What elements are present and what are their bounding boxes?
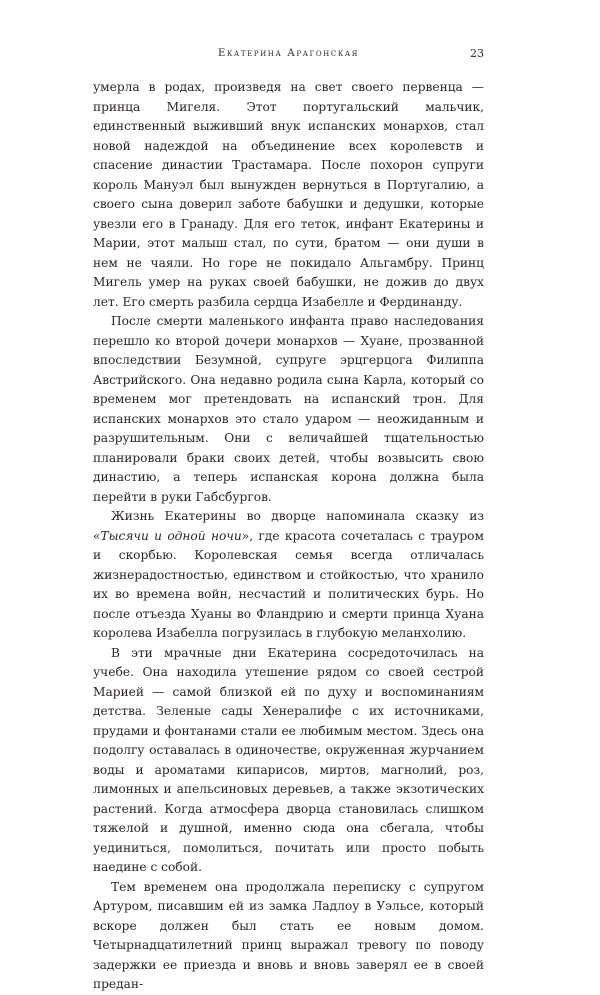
book-title: Тысячи и одной ночи	[100, 528, 242, 543]
paragraph: Тем временем она продолжала переписку с супругом Артуром, писавшим ей из замка Ладлоу в Уэльсе, который вскоре должен был стать ее новым домом. Четырнадцатилетний принц выражал тревогу по поводу задержки ее приезда и вновь и вновь заверял ее в своей предан-	[93, 879, 484, 991]
paragraph: В эти мрачные дни Екатерина сосредоточилась на учебе. Она находила утешение рядом со своей сестрой Марией — самой близкой ей по духу и воспоминаниям детства. Зеленые сады Хенералифе с их источниками, прудами и фонтанами стали ее любимым местом. Здесь она подолгу оставалась в одиночестве, окруженная журчанием воды и ароматами кипарисов, миртов, магнолий, роз, лимонных и апельсиновых деревьев, а также экзотических растений. Когда атмосфера дворца становилась слишком тяжелой и душной, именно сюда она сбегала, чтобы уединиться, помолиться, почитать или просто побыть наедине с собой.	[93, 645, 484, 874]
paragraph-text: Жизнь Екатерины во дворце напоминала сказку из «	[93, 509, 484, 543]
page-number: 23	[470, 47, 484, 60]
body-text	[93, 78, 484, 995]
page-header	[93, 44, 484, 64]
running-title: Екатерина Арагонская	[218, 48, 359, 59]
paragraph-text: », где красота сочеталась с трауром и скорбью. Королевская семья всегда отличалась жизнерадостностью, единством и стойкостью, что хранило их во времена войн, несчастий и политических бурь. Но после отъезда Хуаны во Фландрию и смерти принца Хуана королева Изабелла погрузилась в глубокую меланхолию.	[93, 528, 484, 640]
paragraph	[93, 507, 484, 644]
paragraph: умерла в родах, произведя на свет своего первенца — принца Мигеля. Этот португальский мальчик, единственный выживший внук испанских монархов, стал новой надеждой на объединение всех королевств и спасение династии Трастамара. После похорон супруги король Мануэл был вынужден вернуться в Португалию, а своего сына доверил заботе бабушки и дедушки, которые увезли его в Гранаду. Для его теток, инфант Екатерины и Марии, этот малыш стал, по сути, братом — они души в нем не чаяли. Но горе не покидало Альгамбру. Принц Мигель умер на руках своей бабушки, не дожив до двух лет. Его смерть разбила сердца Изабелле и Фердинанду.	[93, 80, 484, 309]
paragraph: После смерти маленького инфанта право наследования перешло ко второй дочери монархов — Хуане, прозванной впоследствии Безумной, супруге эрцгерцога Филиппа Австрийского. Она недавно родила сына Карла, который со временем мог претендовать на испанский трон. Для испанских монархов это стало ударом — неожиданным и разрушительным. Они с величайшей тщательностью планировали браки своих детей, чтобы возвысить свою династию, а теперь испанская корона должна была перейти в руки Габсбургов.	[93, 314, 484, 504]
